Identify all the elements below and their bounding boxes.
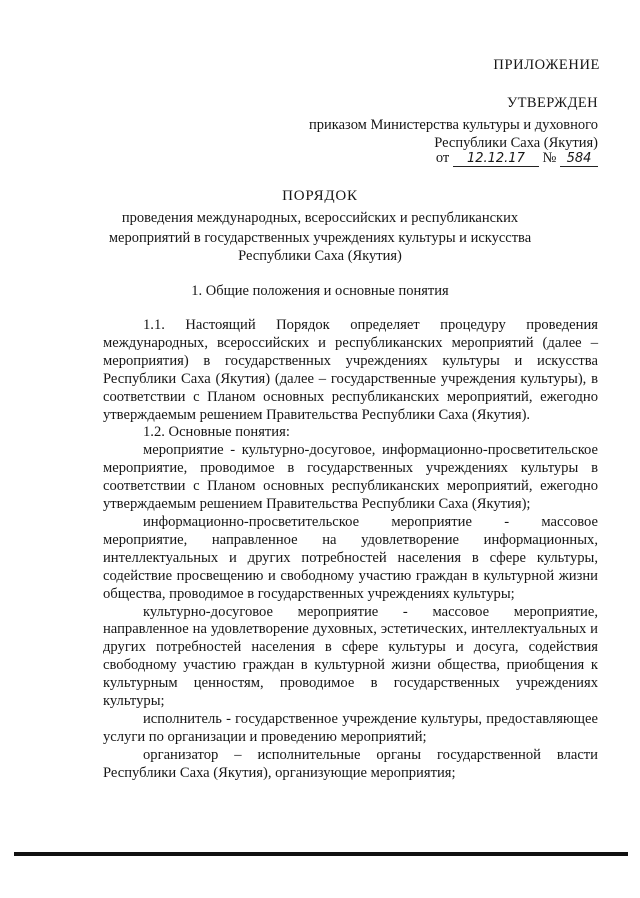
approved-label: УТВЕРЖДЕН xyxy=(506,95,598,111)
title-subline-2: мероприятий в государственных учреждениях культуры и искусства xyxy=(108,230,532,246)
bottom-scan-border xyxy=(14,852,628,856)
definition-event: мероприятие - культурно-досуговое, информационно-просветительское мероприятие, проводимое в государственных учреждениях культуры в соответствии с Планом основных республиканских мероприятий, ежегодно утверждаемым решением Правительства Республики Саха (Якутия); xyxy=(103,442,598,513)
definition-executor: исполнитель - государственное учреждение культуры, предоставляющее услуги по организации и проведению мероприятий; xyxy=(103,710,598,745)
document-body xyxy=(103,317,598,783)
title-subline-1: проведения международных, всероссийских и республиканских xyxy=(121,210,519,226)
section-heading: 1. Общие положения и основные понятия xyxy=(191,283,449,299)
number-prefix: № xyxy=(542,150,557,166)
document-title: ПОРЯДОК xyxy=(282,188,358,204)
handwritten-date: 12.12.17 xyxy=(453,152,539,167)
definition-organizer: организатор – исполнительные органы государственной власти Республики Саха (Якутия), организующие мероприятия; xyxy=(103,746,598,781)
handwritten-number: 584 xyxy=(560,152,598,167)
appendix-stamp: ПРИЛОЖЕНИЕ xyxy=(493,57,600,73)
paragraph-1-2: 1.2. Основные понятия: xyxy=(143,424,290,441)
date-prefix: от xyxy=(435,150,450,166)
paragraph-1-1: 1.1. Настоящий Порядок определяет процедуру проведения международных, всероссийских и республиканских мероприятий (далее – мероприятия) в государственных учреждениях культуры и искусства Республики Саха (Якутия) (далее – государственные учреждения культуры), в соответствии с Планом основных республиканских мероприятий, ежегодно утверждаемым решением Правительства Республики Саха (Якутия). xyxy=(103,317,598,423)
definition-info-event: информационно-просветительское мероприятие - массовое мероприятие, направленное на удовлетворение информационных, интеллектуальных и других потребностей населения в сфере культуры, содействие просвещению и свободному участию граждан в культурной жизни общества, проводимое в государственных учреждениях культуры; xyxy=(103,513,598,602)
definition-cultural-event: культурно-досуговое мероприятие - массовое мероприятие, направленное на удовлетворение духовных, эстетических, интеллектуальных и других потребностей населения в сфере культуры и досуга, содействия свободному участию граждан в культурной жизни общества, приобщения к культурным ценностям, проводимое в государственных учреждениях культуры; xyxy=(103,603,598,710)
order-date-number xyxy=(436,150,598,167)
title-subline-3: Республики Саха (Якутия) xyxy=(238,248,402,264)
order-line-2: Республики Саха (Якутия) xyxy=(434,135,598,151)
order-line-1: приказом Министерства культуры и духовного xyxy=(309,117,598,133)
